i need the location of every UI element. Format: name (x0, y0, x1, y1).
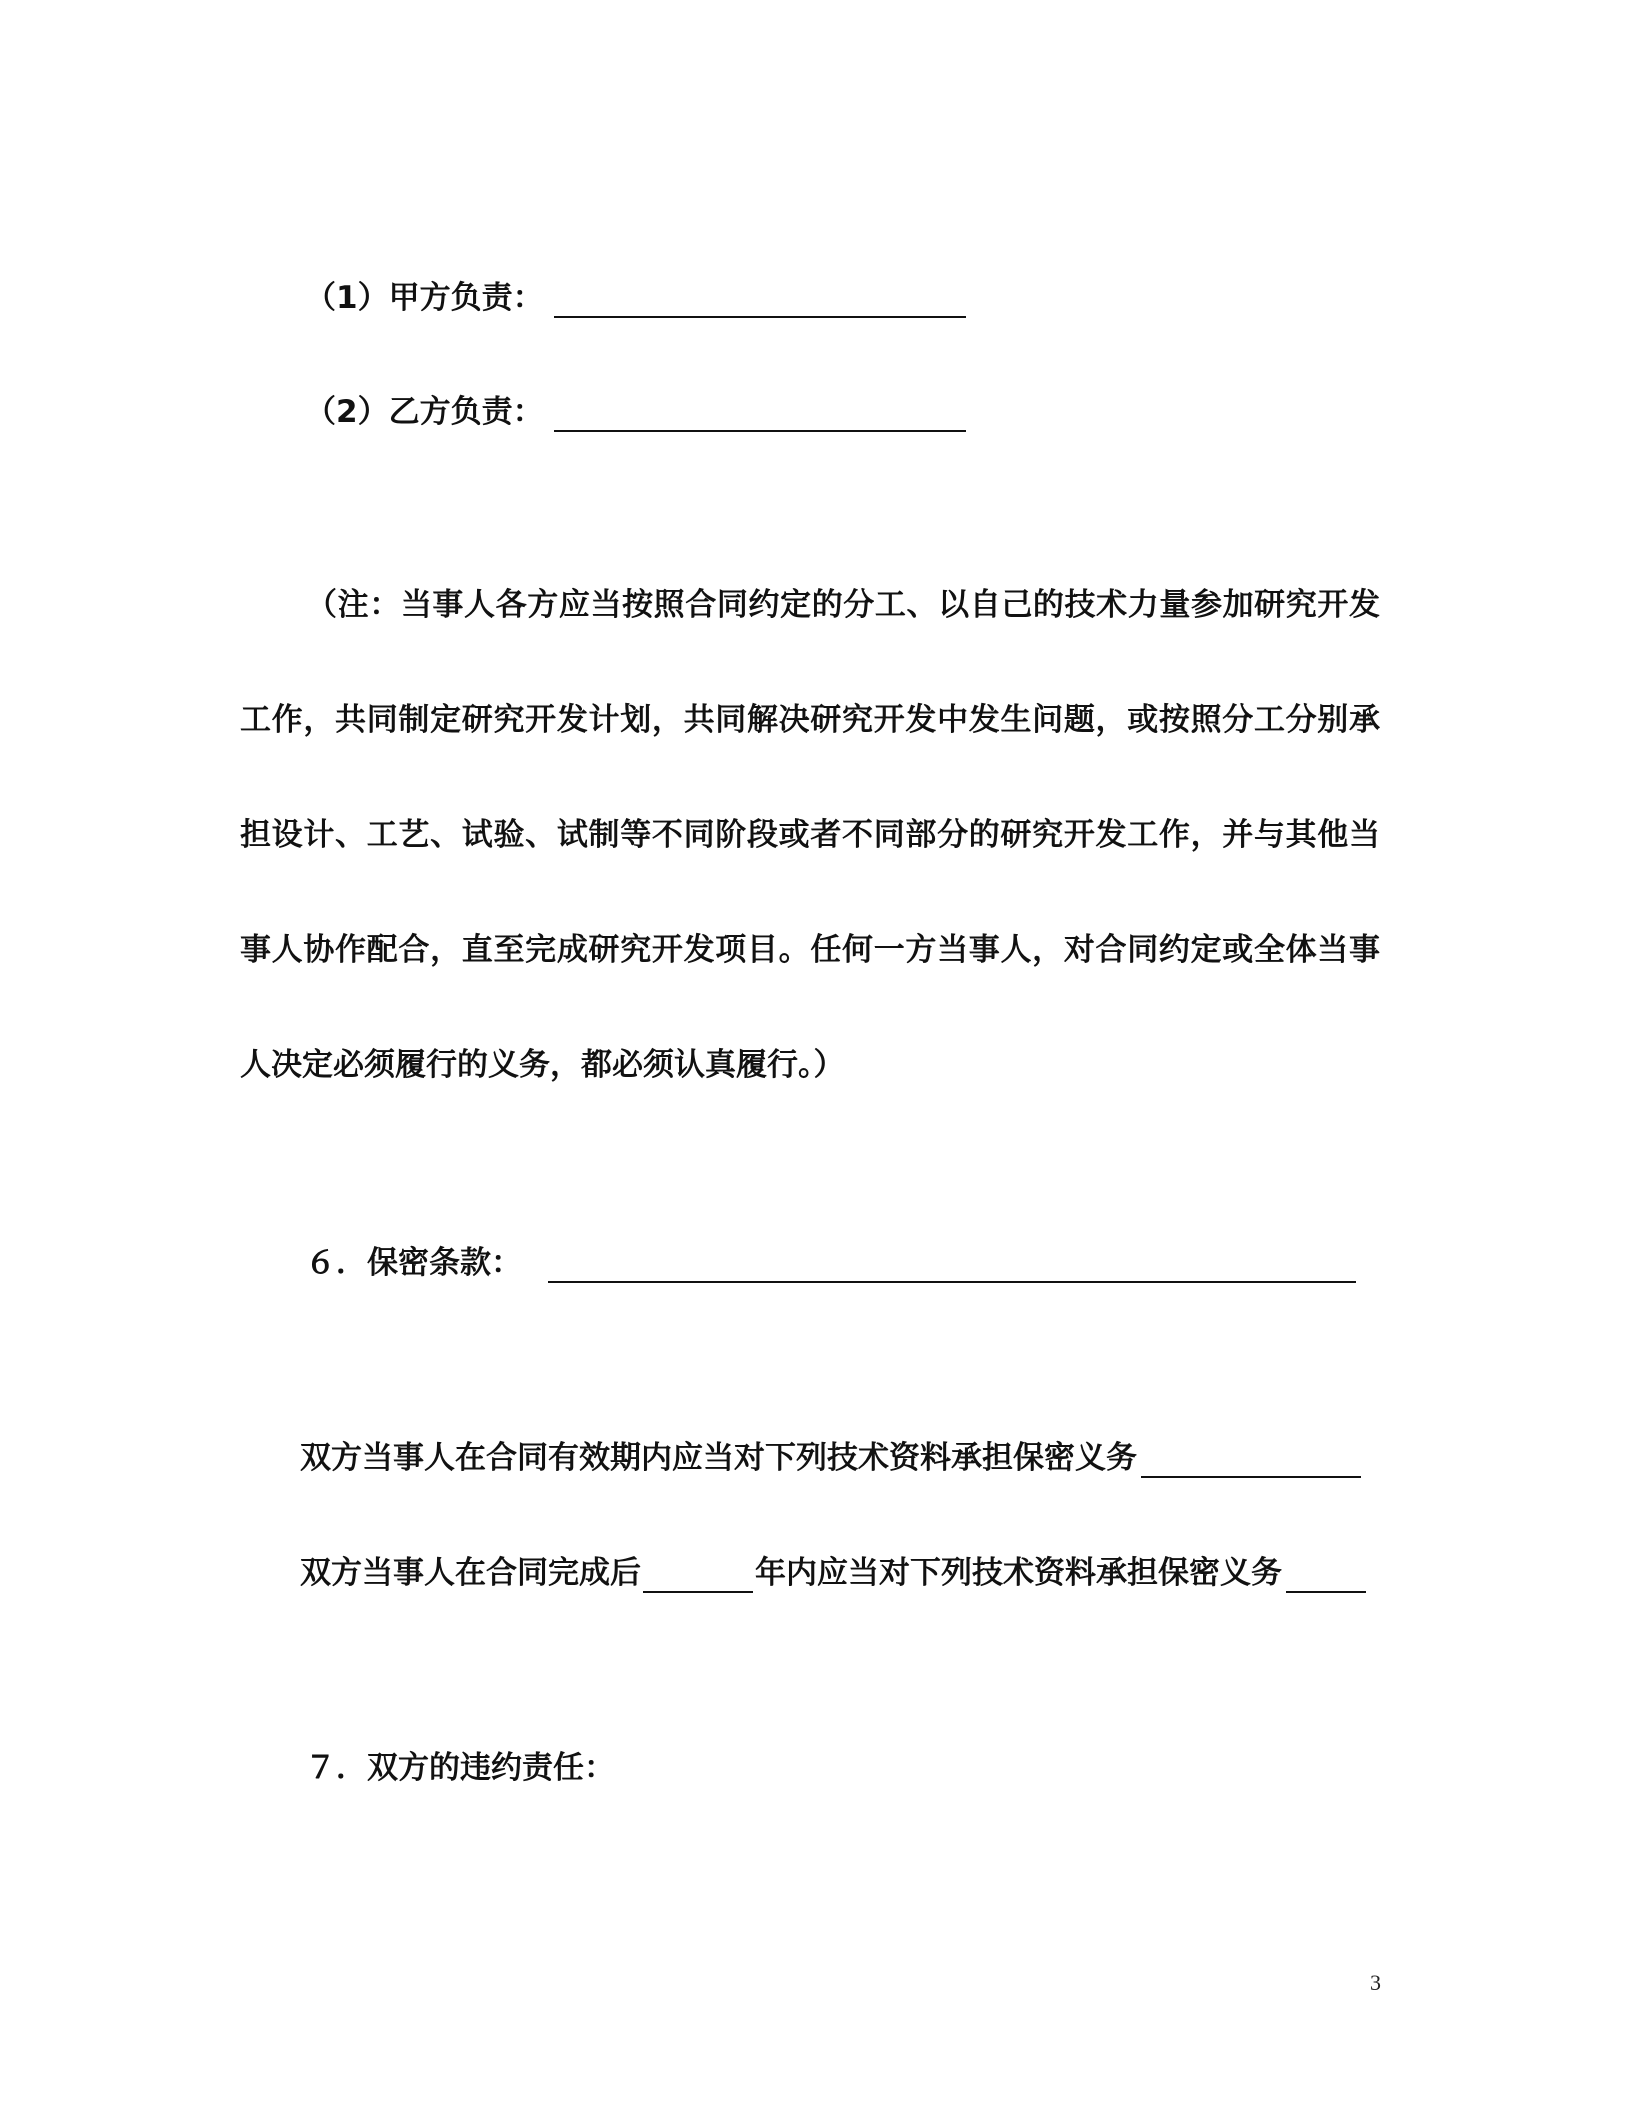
confidentiality-line-2 (300, 1553, 1366, 1593)
section-7-heading (305, 1748, 615, 1788)
section-6-title: ６．保密条款： (305, 1245, 522, 1281)
confidentiality-text-1: 双方当事人在合同有效期内应当对下列技术资料承担保密义务 (300, 1440, 1137, 1476)
years-blank[interactable] (643, 1557, 753, 1593)
section-6-blank[interactable] (548, 1247, 1356, 1283)
party-a-blank[interactable] (554, 282, 966, 318)
section-7-title: ７．双方的违约责任： (305, 1750, 615, 1786)
party-a-label: （1）甲方负责： (305, 280, 544, 316)
party-a-item (305, 278, 966, 318)
section-6-heading (305, 1243, 1356, 1283)
confidentiality-text-2b: 年内应当对下列技术资料承担保密义务 (755, 1555, 1282, 1591)
confidentiality-text-2a: 双方当事人在合同完成后 (300, 1555, 641, 1591)
party-b-blank[interactable] (554, 396, 966, 432)
confidentiality-line-1 (300, 1438, 1361, 1478)
page-number: 3 (1370, 1970, 1381, 1995)
confidentiality-blank-2[interactable] (1286, 1557, 1366, 1593)
party-b-item (305, 392, 966, 432)
confidentiality-blank-1[interactable] (1141, 1442, 1361, 1478)
note-paragraph: （注：当事人各方应当按照合同约定的分工、以自己的技术力量参加研究开发工作，共同制定研究开发计划，共同解决研究开发中发生问题，或按照分工分别承担设计、工艺、试验、试制等不同阶段或者不同部分的研究开发工作，并与其他当事人协作配合，直至完成研究开发项目。任何一方当事人，对合同约定或全体当事人决定必须履行的义务，都必须认真履行。） (240, 587, 1380, 1083)
party-b-label: （2）乙方负责： (305, 394, 544, 430)
